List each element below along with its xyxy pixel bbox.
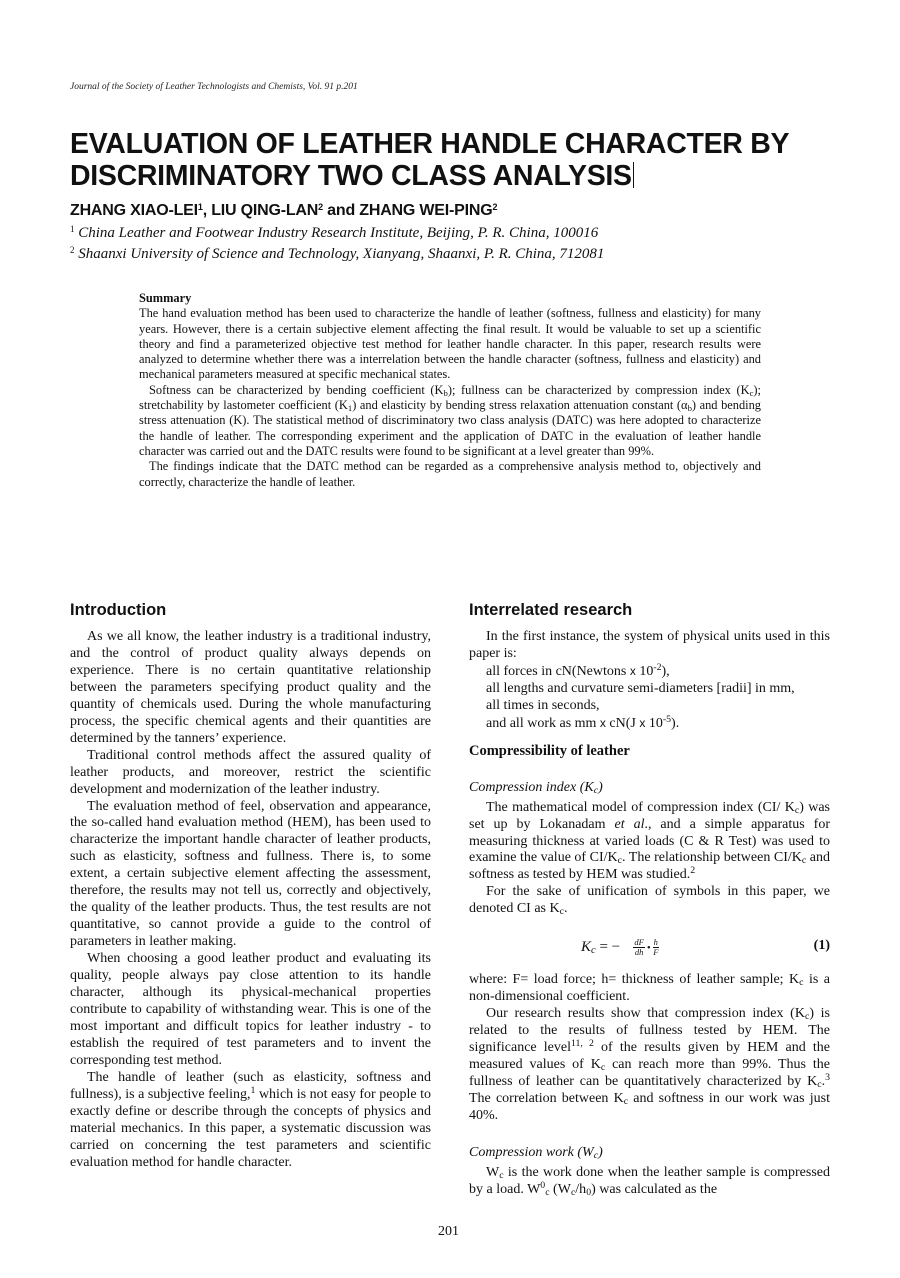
text-run: Softness can be characterized by bending coefficient (K	[149, 382, 444, 397]
text-run: can reach more than 99%. Thus the fullness of leather can be quantitatively characterized by K	[469, 1057, 830, 1090]
intro-paragraph-3: The evaluation method of feel, observation and appearance, the so-called hand evaluation method (HEM), has been used to characterize the important handle character of leather products, such as elasticity, softness and fullness. There is, to some extent, a certain subjective element affecting the assessment, therefore, the results may not tell us, correctly and objectively, the quality of the leather products. Thus, the test results are not quantitative, so cannot provide a guide to the control of parameters in leather making.	[70, 798, 431, 950]
denominator: F	[653, 947, 659, 958]
subscript: c	[799, 977, 804, 989]
title-line-1: EVALUATION OF LEATHER HANDLE CHARACTER BY	[70, 128, 790, 160]
author-list	[70, 202, 497, 220]
subscript: c	[593, 1149, 599, 1161]
text-run: Compression index (K	[469, 779, 594, 795]
text-run: The mathematical model of compression index (CI/ K	[486, 799, 795, 815]
text-cursor	[633, 162, 634, 188]
subscript: c	[794, 804, 800, 816]
text-run: The correlation between K	[469, 1090, 624, 1106]
subscript: c	[749, 387, 754, 398]
text-run: The handle of leather (such as elasticity, softness and fullness), is a subjective feeling,	[70, 1069, 431, 1102]
author-2-affil-mark: 2	[318, 202, 323, 212]
et-al-text: et al	[614, 816, 645, 832]
text-run: ); stretchability by lastometer coefficient (K	[139, 382, 761, 413]
times-symbol: x	[639, 715, 646, 730]
summary-paragraph-3: The findings indicate that the DATC method can be regarded as a comprehensive analysis method to, objectively and correctly, characterize the handle of leather.	[139, 459, 761, 489]
text-run: where: F= load force; h= thickness of leather sample; K	[469, 972, 800, 988]
text-run: ) was set up by Lokanadam	[469, 799, 831, 832]
equation-number: (1)	[813, 938, 830, 954]
subscript: c	[817, 1079, 822, 1091]
paper-title	[70, 128, 830, 192]
text-run: 10	[645, 715, 663, 731]
affiliation-mark: 1	[70, 224, 75, 234]
title-line-2-text: DISCRIMINATORY TWO CLASS ANALYSIS	[70, 160, 632, 192]
citation-mark: 11, 2	[571, 1038, 594, 1050]
citation-mark: 3	[825, 1072, 830, 1084]
compression-index-paragraph-1	[469, 800, 830, 885]
where-paragraph	[469, 972, 830, 1006]
equation-operator: = −	[595, 939, 621, 956]
text-run: .	[821, 1074, 826, 1090]
text-run: /h	[575, 1181, 587, 1197]
text-run: and all work as mm	[486, 715, 600, 731]
denominator: dh	[634, 947, 644, 958]
text-run: ) and bending stress attenuation (K). The statistical method of discriminatory two class analysis (DATC) was here adopted to characterize the handle of leather. The corresponding experiment and the application of DATC in the evaluation of leather handle character was carried out and the DATC results were found to be significant at a level greater than 99%.	[139, 398, 761, 458]
superscript: 0	[540, 1179, 546, 1191]
text-run: )	[598, 1144, 603, 1160]
subscript: c	[593, 784, 599, 796]
page-number: 201	[438, 1224, 459, 1239]
affiliation-1	[70, 225, 598, 242]
intro-paragraph-4: When choosing a good leather product and evaluating its quality, people always pay close attention to its handle character, although its physical-mechanical properties contribute to capability of withstanding wear. This is one of the most important and difficult topics for leather industry - to establish the required of test parameters and to invent the corresponding test method.	[70, 951, 431, 1068]
text-run: ) and elasticity by bending stress relaxation attenuation constant (α	[352, 398, 688, 413]
author-separator: ,	[202, 202, 212, 219]
text-run: all forces in cN(Newtons	[486, 663, 630, 679]
intro-paragraph-5	[70, 1070, 431, 1172]
times-symbol: x	[629, 663, 636, 678]
text-run: of the results given by HEM and the measured values of K	[469, 1040, 830, 1073]
text-run: ).	[671, 715, 680, 731]
text-run: Our research results show that compression index (K	[486, 1006, 805, 1022]
text-run: which is not easy for people to exactly define or describe through the concepts of physics and material mechanics. In this paper, a systematic discussion was carried on concerning the test parameters and scientific evaluation method for handle character.	[70, 1086, 431, 1170]
subscript: c	[499, 1169, 504, 1181]
intro-paragraph-1: As we all know, the leather industry is a traditional industry, and the control of product quality always depends on experience. There is no certain quantitative relationship between the parameters specifying product quality and the quantity of chemicals used. During the whole manufacturing process, the specific chemical agents and their quantities are determined by the tanners’ experience.	[70, 629, 431, 746]
compression-index-heading	[469, 780, 830, 797]
text-run: is a non-dimensional coefficient.	[469, 972, 830, 1005]
fraction-h-F	[653, 938, 659, 957]
subscript: 0	[586, 1186, 592, 1198]
intro-paragraph-2: Traditional control methods affect the assured quality of leather products, and moreover, restrict the scientific development and modernization of the leather industry.	[70, 747, 431, 797]
equation-body	[581, 938, 661, 957]
fraction-dF-dh	[633, 938, 644, 957]
text-run: ),	[661, 663, 670, 679]
summary-heading: Summary	[139, 291, 192, 305]
subscript: b	[443, 387, 448, 398]
author-2: LIU QING-LAN	[211, 202, 319, 219]
subscript: c	[545, 1186, 550, 1198]
units-item-times: all times in seconds,	[486, 697, 600, 713]
subscript: c	[804, 1011, 810, 1023]
text-run: . The relationship between CI/K	[622, 850, 802, 866]
units-intro-paragraph: In the first instance, the system of physical units used in this paper is:	[469, 629, 830, 661]
citation-mark: 2	[690, 865, 696, 877]
affiliation-2	[70, 246, 604, 263]
text-run: ., and a simple apparatus for measuring thickness at varied loads (C & R Test) was used to examine the value of CI/K	[469, 816, 831, 866]
subscript: c	[559, 906, 564, 918]
times-symbol: x	[599, 715, 606, 730]
author-1-affil-mark: 1	[197, 202, 203, 212]
text-run: ) is related to the results of fullness tested by HEM. The significance level	[469, 1006, 830, 1056]
title-line-2	[70, 160, 830, 192]
subscript: 1	[347, 403, 353, 414]
text-run: is the work done when the leather sample is compressed by a load. W	[469, 1164, 830, 1197]
text-run: ) was calculated as the	[591, 1181, 718, 1197]
subscript: c	[600, 1062, 606, 1074]
citation-mark: 1	[250, 1084, 256, 1096]
author-3: ZHANG WEI-PING	[359, 202, 493, 219]
text-run: .	[563, 901, 568, 917]
summary-paragraph-2	[139, 383, 761, 459]
units-item-work	[486, 715, 830, 733]
author-1: ZHANG XIAO-LEI	[70, 202, 198, 219]
numerator: dF	[634, 937, 644, 948]
compression-work-heading	[469, 1145, 830, 1162]
exponent: -5	[662, 713, 672, 725]
summary-paragraph-1: The hand evaluation method has been used to characterize the handle of leather (softness, fullness and elasticity) for many years. However, there is a certain subjective element affecting the final result. It would be valuable to set up a scientific theory and find a parameterized objective test method for leather handle character. In this paper, research results were analyzed to determine whether there was a interrelation between the handle character (softness, fullness and elasticity) and mechanical parameters measured at specific mechanical states.	[139, 306, 761, 382]
introduction-heading: Introduction	[70, 601, 167, 619]
text-run: cN(J	[605, 715, 640, 731]
running-head: Journal of the Society of Leather Technologists and Chemists, Vol. 91 p.201	[70, 82, 358, 92]
equation-1	[469, 928, 830, 968]
text-run: Compression work (W	[469, 1144, 594, 1160]
summary-block	[139, 291, 761, 490]
multiply-dot: •	[646, 942, 651, 955]
text-run: ); fullness can be characterized by compression index (K	[447, 382, 750, 397]
exponent: -2	[653, 661, 662, 673]
author-3-affil-mark: 2	[492, 202, 498, 212]
numerator: h	[653, 937, 658, 948]
author-separator: and	[322, 202, 360, 219]
units-item-lengths: all lengths and curvature semi-diameters [radii] in mm,	[486, 680, 795, 696]
subscript: c	[623, 1095, 629, 1107]
subscript: c	[570, 1186, 576, 1198]
left-column	[70, 600, 431, 1172]
text-run: )	[598, 779, 603, 795]
subscript: c	[801, 855, 807, 867]
interrelated-research-heading: Interrelated research	[469, 601, 633, 619]
affiliation-mark: 2	[70, 245, 75, 255]
affiliation-text: China Leather and Footwear Industry Research Institute, Beijing, P. R. China, 100016	[74, 225, 599, 241]
text-run: and softness in our work was just 40%.	[469, 1090, 830, 1123]
subscript: b	[687, 403, 692, 414]
subscript: c	[617, 855, 622, 867]
text-run: 10	[635, 663, 654, 679]
affiliation-text: Shaanxi University of Science and Technology, Xianyang, Shaanxi, P. R. China, 712081	[74, 246, 605, 262]
subscript: c	[591, 945, 596, 957]
right-column	[469, 600, 830, 1199]
text-run: and softness as tested by HEM was studied.	[469, 850, 830, 883]
units-list	[469, 663, 830, 733]
text-run: W	[486, 1164, 500, 1180]
text-run: For the sake of unification of symbols in this paper, we denoted CI as K	[469, 884, 830, 917]
text-run: (W	[549, 1181, 571, 1197]
compression-index-paragraph-2	[469, 884, 830, 918]
research-results-paragraph	[469, 1006, 830, 1125]
units-item-forces	[486, 663, 830, 681]
compressibility-heading: Compressibility of leather	[469, 742, 630, 759]
equation-lhs: K	[581, 939, 592, 956]
compression-work-paragraph	[469, 1165, 830, 1199]
